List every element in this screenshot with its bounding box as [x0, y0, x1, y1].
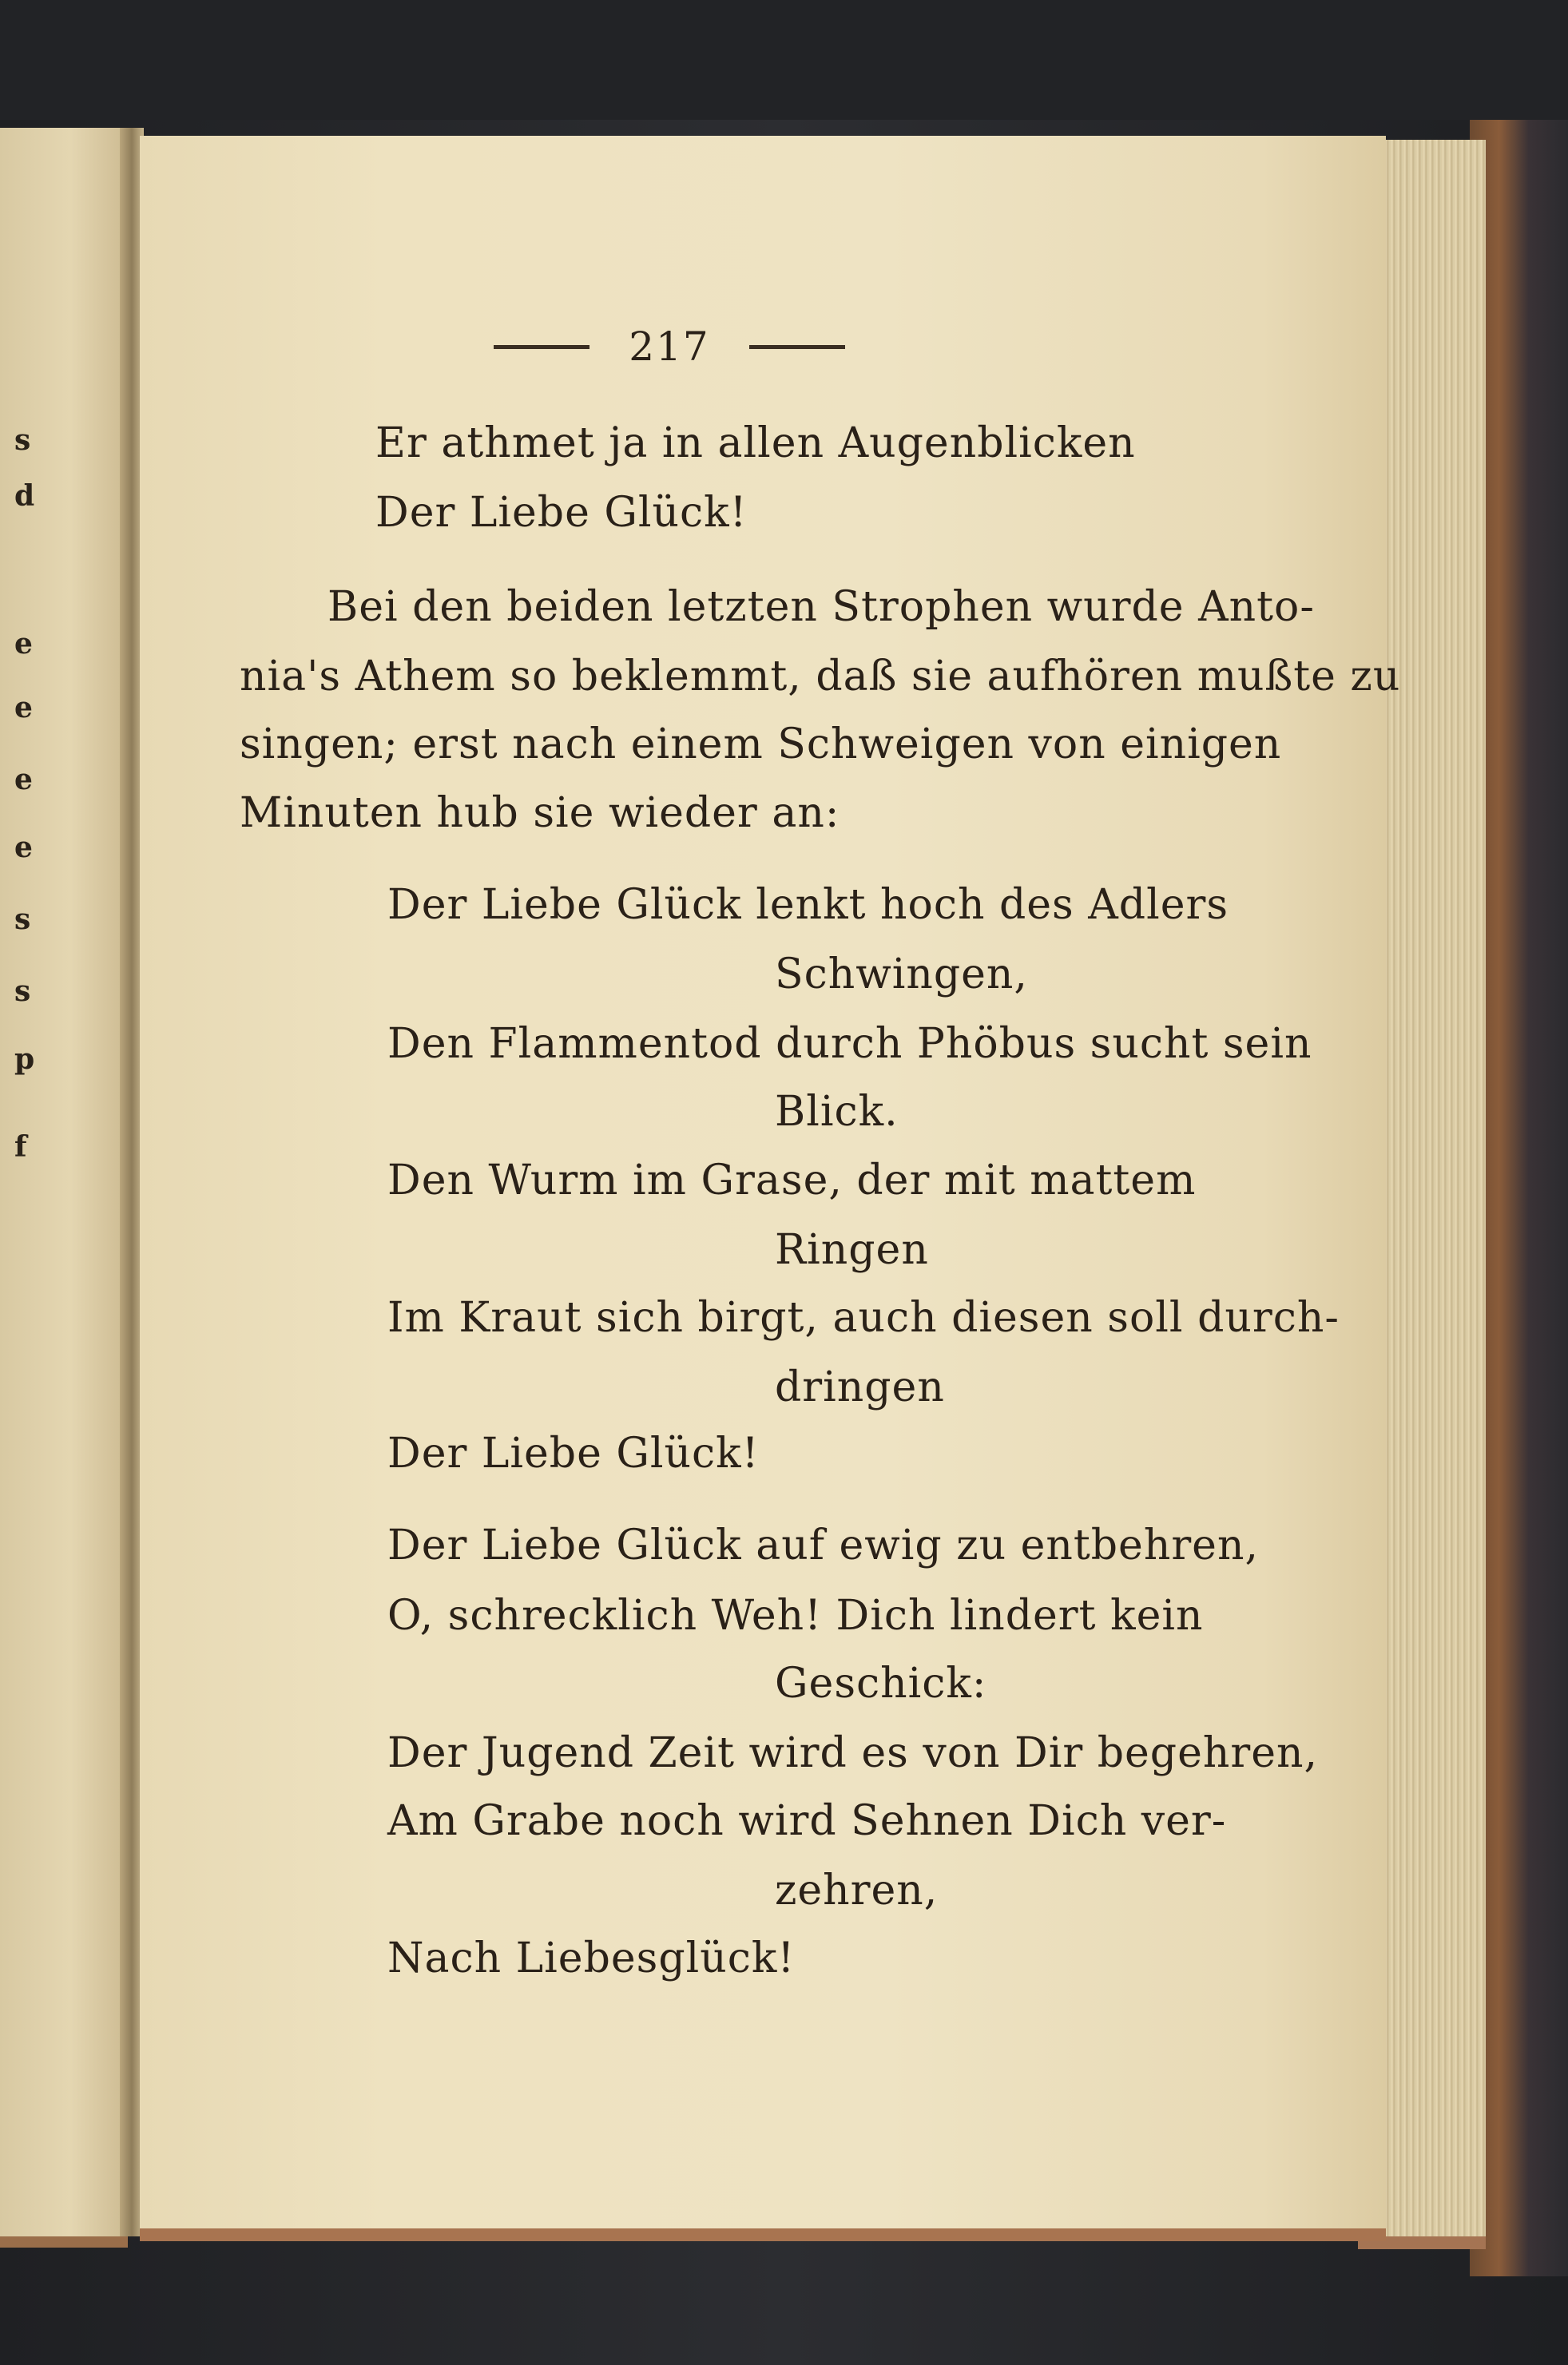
- verse-line: Der Liebe Glück lenkt hoch des Adlers: [387, 881, 1229, 929]
- header-rule-right: [749, 345, 845, 349]
- verse-line: Am Grabe noch wird Sehnen Dich ver-: [387, 1797, 1227, 1845]
- verse-line-continuation: zehren,: [775, 1867, 939, 1915]
- verse-line: Im Kraut sich birgt, auch diesen soll durch-: [387, 1294, 1340, 1342]
- verse-line: Der Jugend Zeit wird es von Dir begehren,: [387, 1729, 1318, 1777]
- prose-line: nia's Athem so beklemmt, daß sie aufhören mußte zu: [240, 653, 1401, 700]
- page-number: 217: [629, 323, 710, 370]
- verse-line: Der Liebe Glück auf ewig zu entbehren,: [387, 1522, 1259, 1569]
- prose-line: singen; erst nach einem Schweigen von einigen: [240, 720, 1282, 768]
- left-page-mark: p: [14, 1042, 35, 1076]
- verse-line-continuation: Geschick:: [775, 1660, 987, 1708]
- verse-line-continuation: Ringen: [775, 1226, 929, 1274]
- verse-line: Den Wurm im Grase, der mit mattem: [387, 1157, 1197, 1204]
- verse-line: O, schrecklich Weh! Dich lindert kein: [387, 1592, 1204, 1640]
- verse-line-continuation: Blick.: [775, 1088, 899, 1136]
- left-page-mark: d: [14, 479, 35, 513]
- prose-line: Bei den beiden letzten Strophen wurde Anto-: [327, 583, 1315, 631]
- verse-line-continuation: Schwingen,: [775, 950, 1028, 998]
- verse-line: Nach Liebesglück!: [387, 1934, 796, 1982]
- left-page-mark: e: [14, 691, 33, 724]
- header-rule-left: [494, 345, 589, 349]
- left-page-mark: e: [14, 763, 33, 796]
- verse-line: Er athmet ja in allen Augenblicken: [375, 419, 1136, 467]
- verse-line: Der Liebe Glück!: [387, 1430, 760, 1478]
- page-header: [494, 323, 845, 370]
- left-page-mark: e: [14, 627, 33, 661]
- verse-line-continuation: dringen: [775, 1363, 945, 1411]
- left-page-mark: s: [14, 423, 31, 457]
- left-page-mark: f: [14, 1130, 27, 1164]
- prose-line: Minuten hub sie wieder an:: [240, 789, 840, 837]
- left-page-mark: s: [14, 974, 31, 1008]
- verse-line: Der Liebe Glück!: [375, 489, 748, 537]
- left-page-mark: e: [14, 831, 33, 864]
- left-page-mark: s: [14, 903, 31, 936]
- verse-line: Den Flammentod durch Phöbus sucht sein: [387, 1020, 1312, 1068]
